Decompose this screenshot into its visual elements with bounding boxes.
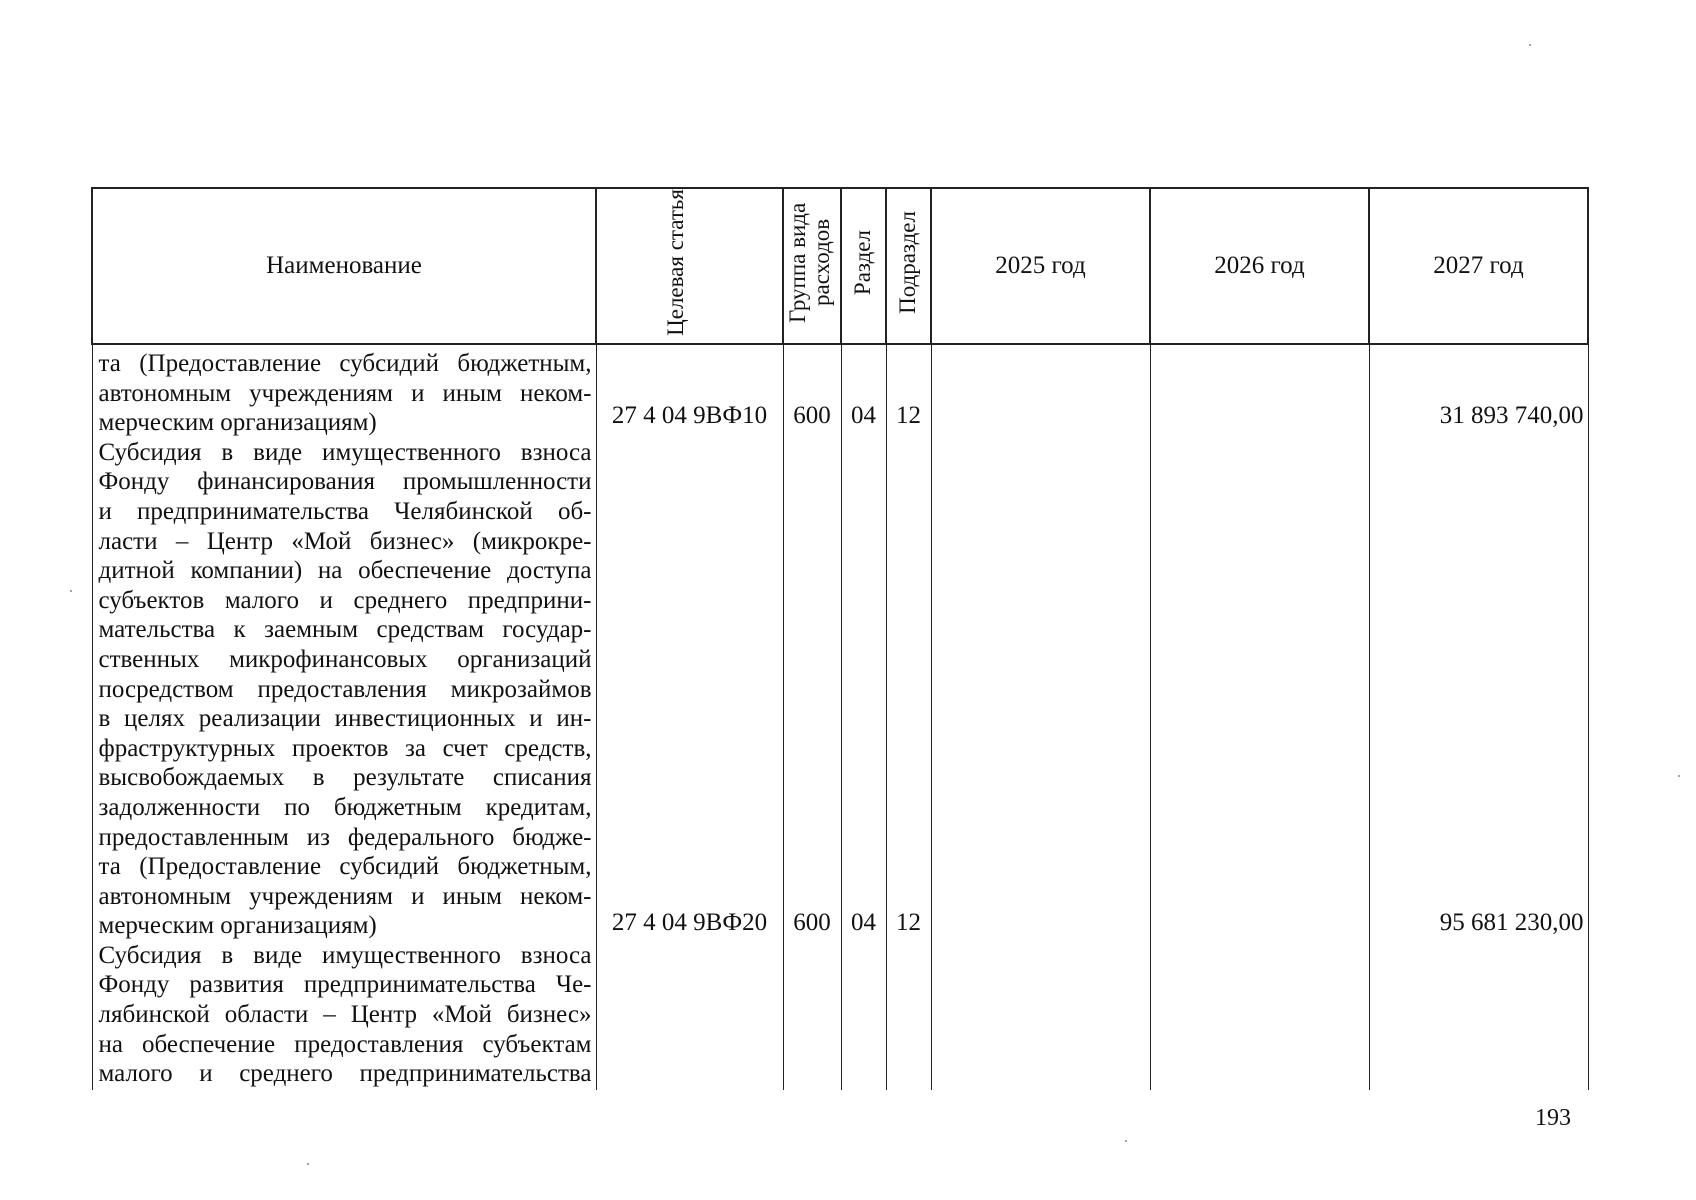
name-line: посредством предоставления микрозаймов xyxy=(98,675,592,703)
header-name: Наименование xyxy=(92,188,596,344)
name-line: предоставленным из федерального бюдже- xyxy=(98,823,592,851)
y2025-cell xyxy=(931,344,1150,1090)
section-cell xyxy=(841,344,886,1090)
name-line: та (Предоставление субсидий бюджетным, xyxy=(98,350,592,377)
name-line: мерческим организациям) xyxy=(98,912,377,940)
section-value: 04 xyxy=(851,909,876,936)
scan-speck xyxy=(1529,44,1531,46)
group-value: 600 xyxy=(793,402,831,429)
name-text xyxy=(93,345,596,1089)
name-line: лябинской области – Центр «Мой бизнес» xyxy=(98,1001,592,1029)
header-2027: 2027 год xyxy=(1369,188,1588,344)
name-line: Фонду развития предпринимательства Че- xyxy=(98,971,592,999)
name-line: Субсидия в виде имущественного взноса xyxy=(98,438,592,466)
y2027-cell xyxy=(1369,344,1588,1090)
name-line: Субсидия в виде имущественного взноса xyxy=(98,941,592,969)
y2027-value: 95 681 230,00 xyxy=(1439,909,1584,936)
header-expense-group: Группа вида расходов xyxy=(783,188,841,344)
name-line: субъектов малого и среднего предприни- xyxy=(98,586,592,614)
name-line: ственных микрофинансовых организаций xyxy=(98,645,592,673)
name-line: мерческим организациям) xyxy=(98,409,377,437)
subsection-value: 12 xyxy=(896,402,921,429)
name-line: в целях реализации инвестиционных и ин- xyxy=(98,705,592,733)
target-cell xyxy=(596,344,783,1090)
group-cell xyxy=(783,344,841,1090)
name-line: ласти – Центр «Мой бизнес» (микрокре- xyxy=(98,527,592,555)
name-line: высвобождаемых в результате списания xyxy=(98,764,592,792)
name-line: дитной компании) на обеспечение доступа xyxy=(98,557,592,585)
header-target-article: Целевая статья xyxy=(596,188,783,344)
subsection-value: 12 xyxy=(896,909,921,936)
name-line: автономным учреждениям и иным неком- xyxy=(98,882,592,910)
section-value: 04 xyxy=(851,402,876,429)
header-section: Раздел xyxy=(841,188,886,344)
header-subsection: Подраздел xyxy=(886,188,931,344)
target-value: 27 4 04 9ВФ20 xyxy=(611,909,768,936)
name-cell xyxy=(92,344,596,1090)
name-line: и предпринимательства Челябинской об- xyxy=(98,497,592,525)
page-number: 193 xyxy=(1535,1105,1571,1131)
name-line: задолженности по бюджетным кредитам, xyxy=(98,793,592,821)
budget-table xyxy=(91,187,1589,1090)
group-value: 600 xyxy=(793,909,831,936)
name-line: фраструктурных проектов за счет средств, xyxy=(98,734,592,762)
name-line: та (Предоставление субсидий бюджетным, xyxy=(98,853,592,881)
y2027-value: 31 893 740,00 xyxy=(1439,402,1584,429)
y2026-cell xyxy=(1150,344,1369,1090)
scan-speck xyxy=(1678,775,1680,777)
scan-speck xyxy=(70,590,72,592)
table-header-row xyxy=(92,188,1588,344)
subsection-cell xyxy=(886,344,931,1090)
name-line: автономным учреждениям и иным неком- xyxy=(98,379,592,407)
name-line: на обеспечение предоставления субъектам xyxy=(98,1030,592,1058)
name-line: малого и среднего предпринимательства xyxy=(98,1060,592,1088)
name-line: Фонду финансирования промышленности xyxy=(98,468,592,496)
header-2025: 2025 год xyxy=(931,188,1150,344)
name-line: мательства к заемным средствам государ- xyxy=(98,616,592,644)
scan-speck xyxy=(307,1163,309,1165)
target-value: 27 4 04 9ВФ10 xyxy=(611,402,768,429)
scan-speck xyxy=(1125,1140,1127,1142)
header-2026: 2026 год xyxy=(1150,188,1369,344)
table-body-row xyxy=(92,344,1588,1090)
